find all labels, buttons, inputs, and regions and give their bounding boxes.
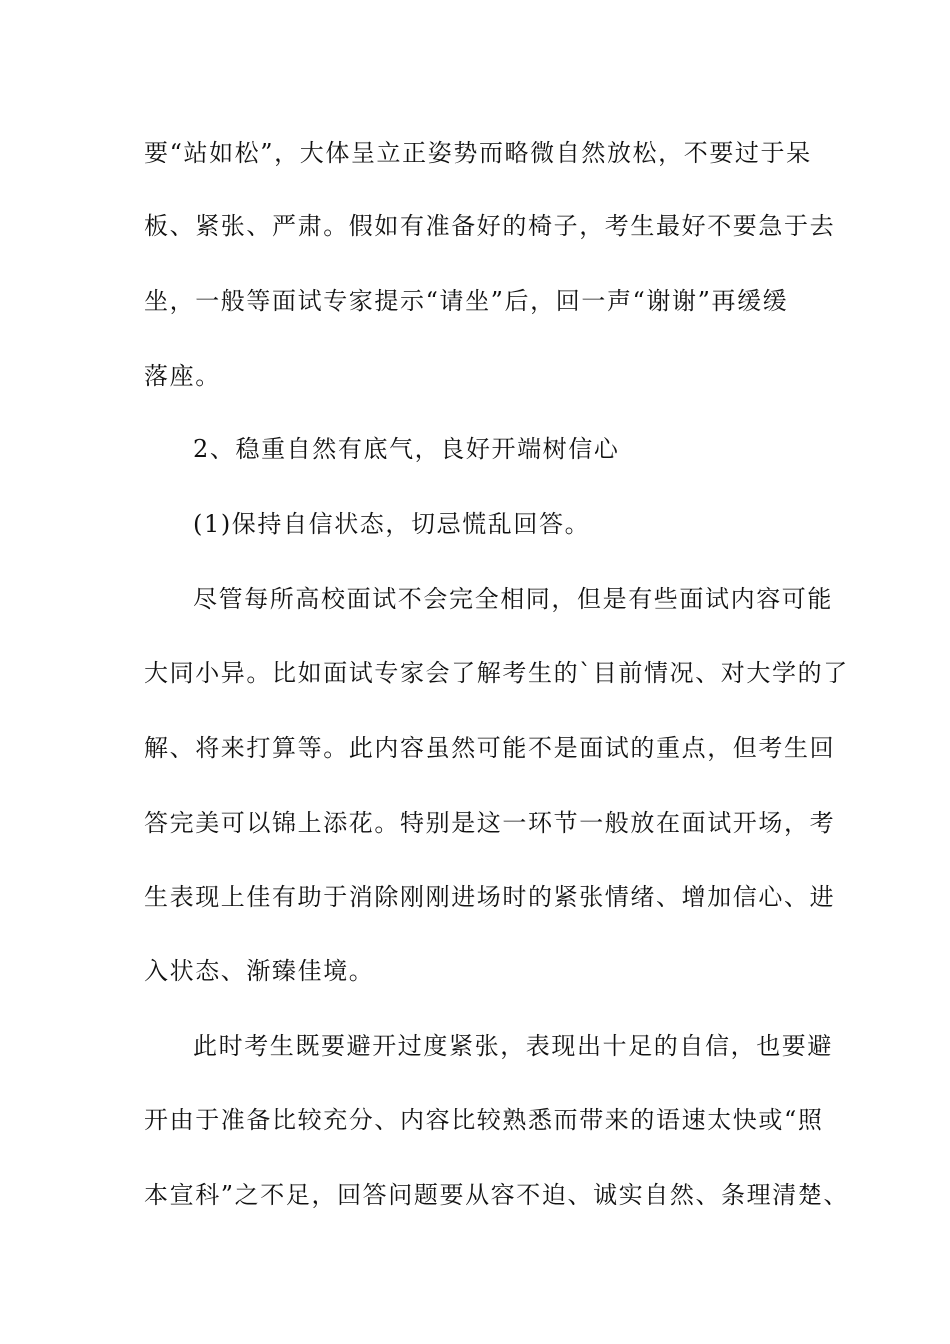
paragraph-line: 开由于准备比较充分、内容比较熟悉而带来的语速太快或“照 <box>144 1106 824 1134</box>
paragraph-line: 大同小异。比如面试专家会了解考生的`目前情况、对大学的了 <box>144 659 849 687</box>
paragraph-line: 生表现上佳有助于消除刚刚进场时的紧张情绪、增加信心、进 <box>144 883 836 911</box>
paragraph-line: 尽管每所高校面试不会完全相同，但是有些面试内容可能 <box>193 585 833 613</box>
paragraph-line: 坐，一般等面试专家提示“请坐”后，回一声“谢谢”再缓缓 <box>144 287 789 315</box>
subsection-heading: (1)保持自信状态，切忌慌乱回答。 <box>193 510 591 538</box>
section-heading: 2、稳重自然有底气，良好开端树信心 <box>193 435 620 463</box>
paragraph-line: 答完美可以锦上添花。特别是这一环节一般放在面试开场，考 <box>144 809 836 837</box>
paragraph-line: 落座。 <box>144 362 221 390</box>
paragraph-line: 入状态、渐臻佳境。 <box>144 957 375 985</box>
paragraph-line: 要“站如松”，大体呈立正姿势而略微自然放松，不要过于呆 <box>144 139 812 167</box>
paragraph-line: 板、紧张、严肃。假如有准备好的椅子，考生最好不要急于去 <box>144 212 836 240</box>
paragraph-line: 本宣科”之不足，回答问题要从容不迫、诚实自然、条理清楚、 <box>144 1181 850 1209</box>
paragraph-line: 此时考生既要避开过度紧张，表现出十足的自信，也要避 <box>193 1032 833 1060</box>
paragraph-line: 解、将来打算等。此内容虽然可能不是面试的重点，但考生回 <box>144 734 836 762</box>
